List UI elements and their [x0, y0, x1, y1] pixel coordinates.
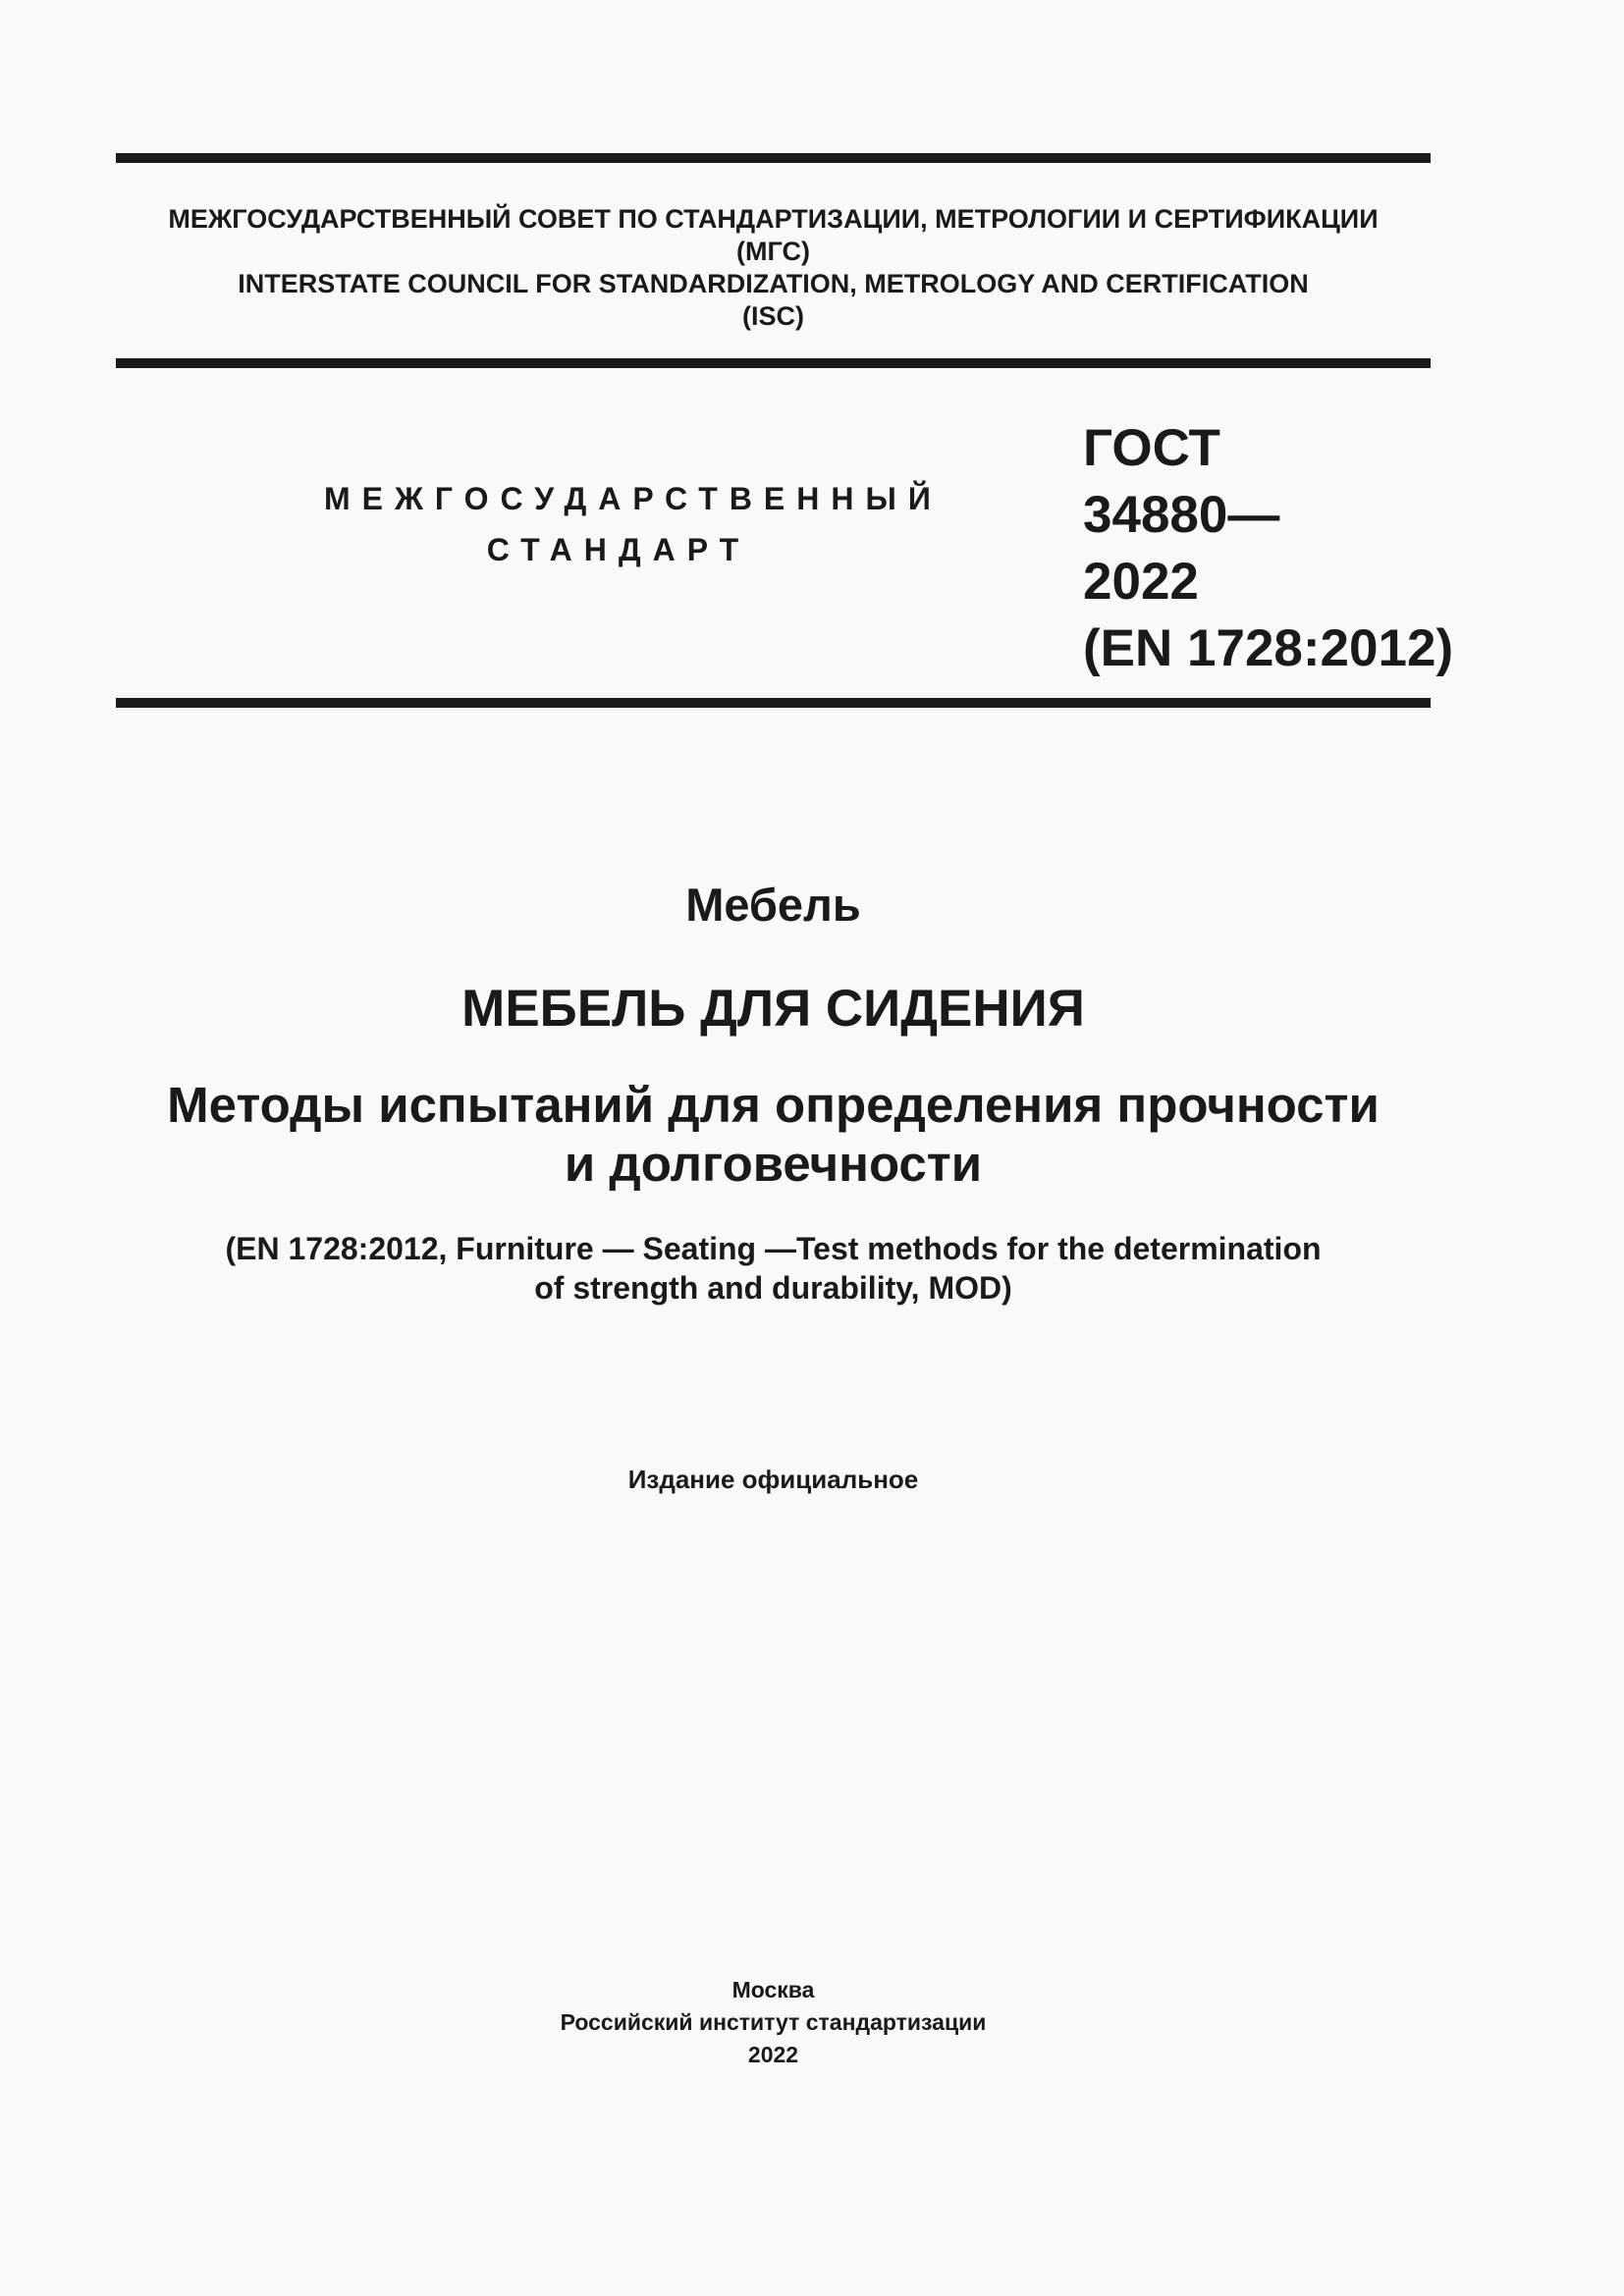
publisher-city: Москва: [731, 1977, 815, 2002]
council-header: [116, 203, 1431, 333]
top-rule: [116, 153, 1431, 163]
standard-kind: [324, 473, 943, 575]
standard-kind-line2: СТАНДАРТ: [486, 532, 751, 567]
title-sub: МЕБЕЛЬ ДЛЯ СИДЕНИЯ: [461, 980, 1085, 1038]
title-description-line2: и долговечности: [564, 1136, 983, 1192]
council-abbr-en: (ISC): [742, 301, 804, 331]
title-main: Мебель: [685, 879, 861, 931]
title-english-line1: (EN 1728:2012, Furniture — Seating —Test methods for the determination: [225, 1231, 1322, 1266]
title-description-line1: Методы испытаний для определения прочности: [167, 1077, 1380, 1133]
standard-designation: [1083, 415, 1453, 682]
designation-line4: (EN 1728:2012): [1083, 619, 1454, 677]
title-english: [116, 1229, 1431, 1308]
council-abbr-ru: (МГС): [736, 237, 810, 266]
publisher-block: [116, 1974, 1431, 2071]
council-name-en: INTERSTATE COUNCIL FOR STANDARDIZATION, METROLOGY AND CERTIFICATION: [238, 269, 1309, 298]
publisher-institute: Российский институт стандартизации: [560, 2009, 987, 2035]
title-description: [116, 1076, 1431, 1194]
designation-line3: 2022: [1083, 553, 1199, 611]
title-english-line2: of strength and durability, MOD): [534, 1270, 1012, 1306]
publication-year: 2022: [747, 2042, 799, 2067]
middle-rule: [116, 358, 1431, 368]
designation-line2: 34880—: [1083, 486, 1280, 544]
designation-line1: ГОСТ: [1083, 419, 1220, 477]
bottom-rule: [116, 698, 1431, 708]
council-name-ru: МЕЖГОСУДАРСТВЕННЫЙ СОВЕТ ПО СТАНДАРТИЗАЦИИ, МЕТРОЛОГИИ И СЕРТИФИКАЦИИ: [168, 204, 1379, 234]
standard-kind-line1: МЕЖГОСУДАРСТВЕННЫЙ: [324, 481, 943, 516]
edition-label: Издание официальное: [627, 1465, 919, 1494]
